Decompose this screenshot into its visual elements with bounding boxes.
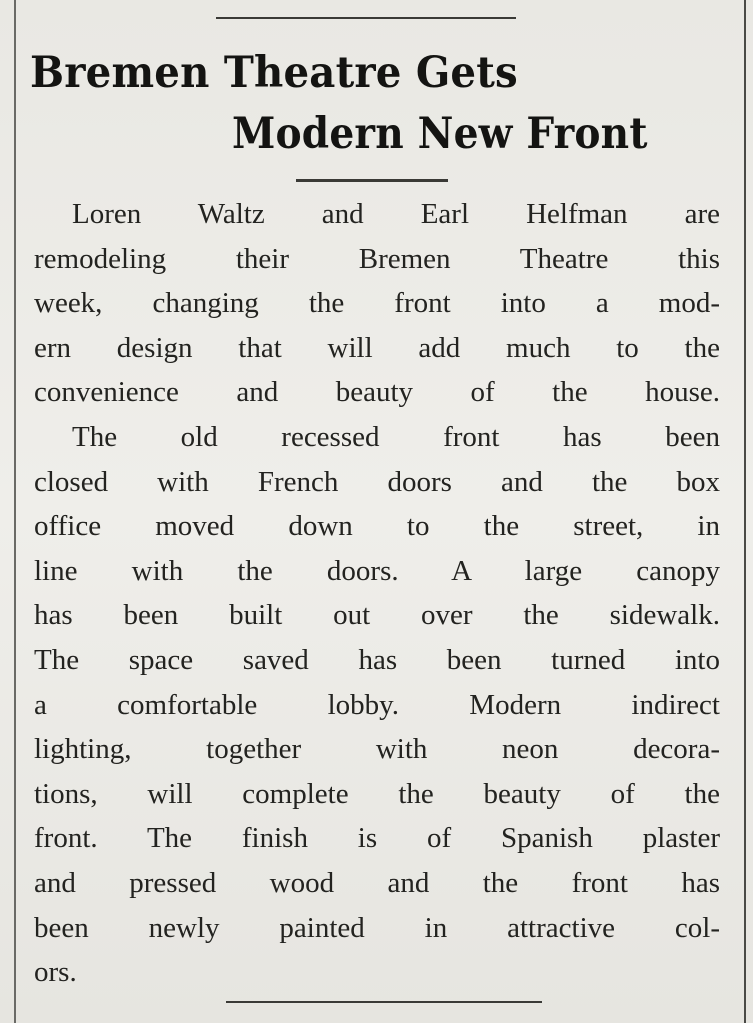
column-rule-right bbox=[744, 0, 746, 1023]
article-line: and pressed wood and the front has bbox=[34, 866, 720, 899]
headline-line-2: Modern New Front bbox=[232, 109, 648, 159]
article-line: The old recessed front has been bbox=[72, 420, 720, 453]
article-line: convenience and beauty of the house. bbox=[34, 376, 720, 409]
article-body bbox=[34, 192, 720, 995]
article-line: remodeling their Bremen Theatre this bbox=[34, 242, 720, 275]
article-line: front. The finish is of Spanish plaster bbox=[34, 822, 720, 855]
article-line: lighting, together with neon decora- bbox=[34, 733, 720, 766]
article-line: office moved down to the street, in bbox=[34, 510, 720, 543]
article-line: a comfortable lobby. Modern indirect bbox=[34, 688, 720, 721]
headline-divider bbox=[296, 179, 448, 182]
article-line: closed with French doors and the box bbox=[34, 465, 720, 498]
article-line: tions, will complete the beauty of the bbox=[34, 777, 720, 810]
article-line: line with the doors. A large canopy bbox=[34, 554, 720, 587]
article-line: ern design that will add much to the bbox=[34, 331, 720, 364]
article-line: ors. bbox=[34, 956, 77, 989]
top-divider bbox=[216, 17, 516, 19]
headline-line-1: Bremen Theatre Gets bbox=[30, 48, 518, 98]
article-line: week, changing the front into a mod- bbox=[34, 287, 720, 320]
bottom-divider bbox=[226, 1001, 542, 1003]
column-rule-left bbox=[14, 0, 16, 1023]
article-line: Loren Waltz and Earl Helfman are bbox=[72, 198, 720, 230]
article-line: has been built out over the sidewalk. bbox=[34, 599, 720, 632]
article-line: been newly painted in attractive col- bbox=[34, 911, 720, 944]
article-line: The space saved has been turned into bbox=[34, 643, 720, 676]
